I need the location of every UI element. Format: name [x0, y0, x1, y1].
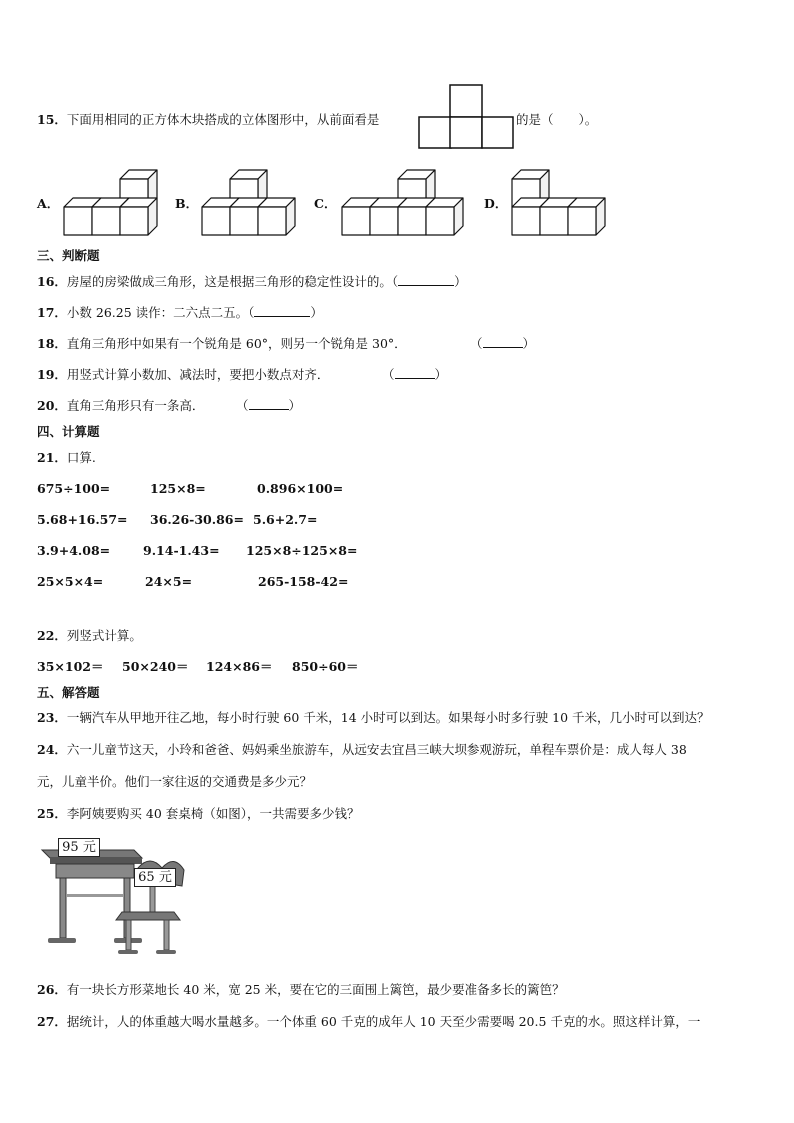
option-d-cube-figure — [512, 160, 632, 240]
question-text: 有一块长方形菜地长 40 米，宽 25 米，要在它的三面围上篱笆，最少要准备多长的篱笆？ — [66, 982, 565, 997]
question-number: 16． — [37, 274, 67, 289]
question-25 — [37, 804, 360, 822]
calc-item: 50×240＝ — [122, 659, 189, 674]
bracket-close: ） — [522, 336, 536, 351]
calc-item: 125×8÷125×8= — [246, 543, 358, 558]
question-27 — [37, 1012, 700, 1030]
calc-item: 675÷100= — [37, 481, 111, 496]
calc-item: 36.26-30.86= — [150, 512, 244, 527]
calc-item: 850÷60＝ — [292, 659, 359, 674]
option-a-cube-figure — [64, 160, 174, 240]
question-number: 23． — [37, 710, 67, 725]
question-text: 直角三角形中如果有一个锐角是 60°，则另一个锐角是 30°． — [66, 336, 407, 351]
section-heading: 四、计算题 — [37, 424, 100, 439]
question-text: 口算. — [66, 450, 96, 465]
answer-blank[interactable] — [398, 273, 454, 286]
calc-item: 25×5×4= — [37, 574, 104, 589]
question-26 — [37, 980, 565, 998]
answer-blank[interactable] — [483, 335, 523, 348]
question-text: 房屋的房梁做成三角形，这是根据三角形的稳定性设计的。（ — [66, 274, 399, 289]
question-number: 27． — [37, 1014, 67, 1029]
calc-item: 9.14-1.43= — [143, 543, 220, 558]
calc-item: 125×8= — [150, 481, 206, 496]
question-number: 21． — [37, 450, 67, 465]
question-number: 20． — [37, 398, 67, 413]
calc-item: 35×102＝ — [37, 659, 104, 674]
question-18 — [37, 334, 407, 352]
calc-item: 124×86＝ — [206, 659, 273, 674]
option-c-cube-figure — [342, 160, 482, 240]
bracket-open: （ — [470, 336, 483, 351]
question-16 — [37, 272, 467, 290]
question-18-answer — [470, 334, 535, 352]
calc-item: 265-158-42= — [258, 574, 349, 589]
question-text: 一辆汽车从甲地开往乙地，每小时行驶 60 千米，14 小时可以到达。如果每小时多行驶 10 千米，几小时可以到达？ — [66, 710, 710, 725]
bracket-close: ） — [288, 398, 302, 413]
option-b-label: B． — [175, 196, 199, 211]
bracket-open: （ — [236, 398, 249, 413]
question-text: 下面用相同的正方体木块搭成的立体图形中，从前面看是 — [66, 112, 380, 127]
option-d-label: D． — [484, 196, 508, 211]
question-17 — [37, 303, 323, 321]
question-number: 24． — [37, 742, 67, 757]
answer-blank[interactable] — [395, 366, 435, 379]
question-text: 小数 26.25 读作：二六点二五。（ — [66, 305, 255, 320]
question-number: 17． — [37, 305, 67, 320]
bracket-close: ） — [310, 305, 323, 320]
calc-item: 0.896×100= — [257, 481, 344, 496]
cube-block — [426, 198, 463, 235]
question-text: 列竖式计算。 — [66, 628, 142, 643]
question-number: 15． — [37, 112, 67, 127]
front-view-figure — [418, 84, 514, 150]
chair-price-tag: 65 元 — [134, 868, 176, 887]
question-19-answer — [382, 365, 447, 383]
question-text: 李阿姨要购买 40 套桌椅（如图），一共需要多少钱？ — [66, 806, 360, 821]
answer-blank[interactable] — [249, 397, 289, 410]
calc-item: 5.6+2.7= — [253, 512, 318, 527]
question-15 — [37, 110, 379, 128]
question-21 — [37, 448, 96, 466]
bracket-close: ） — [434, 367, 448, 382]
cube-block — [568, 198, 605, 235]
question-number: 26． — [37, 982, 67, 997]
calc-item: 3.9+4.08= — [37, 543, 111, 558]
question-19 — [37, 365, 329, 383]
calc-item: 24×5= — [145, 574, 193, 589]
question-text: 用竖式计算小数加、减法时，要把小数点对齐． — [66, 367, 330, 382]
option-b-cube-figure — [202, 160, 312, 240]
question-text: 直角三角形只有一条高． — [66, 398, 205, 413]
section-heading: 五、解答题 — [37, 685, 100, 700]
calc-item: 5.68+16.57= — [37, 512, 128, 527]
desk-price-tag: 95 元 — [58, 838, 100, 857]
cube-block — [258, 198, 295, 235]
answer-bracket: 的是（ ）。 — [516, 112, 598, 127]
question-number: 25． — [37, 806, 67, 821]
question-22 — [37, 626, 142, 644]
section-heading: 三、判断题 — [37, 248, 100, 263]
question-text: 六一儿童节这天，小玲和爸爸、妈妈乘坐旅游车，从远安去宜昌三峡大坝参观游玩，单程车票价是：成人每人 38 — [66, 742, 687, 757]
bracket-open: （ — [382, 367, 395, 382]
question-20 — [37, 396, 204, 414]
cube-block — [120, 198, 157, 235]
question-20-answer — [236, 396, 301, 414]
option-a-label: A． — [37, 196, 60, 211]
question-number: 19． — [37, 367, 67, 382]
answer-blank[interactable] — [254, 304, 310, 317]
bracket-close: ） — [454, 274, 467, 289]
question-text: 据统计，人的体重越大喝水量越多。一个体重 60 千克的成年人 10 天至少需要喝 20.5 千克的水。照这样计算，一 — [66, 1014, 701, 1029]
question-24 — [37, 740, 687, 758]
question-number: 22． — [37, 628, 67, 643]
question-number: 18． — [37, 336, 67, 351]
option-c-label: C． — [314, 196, 337, 211]
question-24-line2: 元，儿童半价。他们一家往返的交通费是多少元？ — [37, 774, 313, 789]
question-23 — [37, 708, 710, 726]
